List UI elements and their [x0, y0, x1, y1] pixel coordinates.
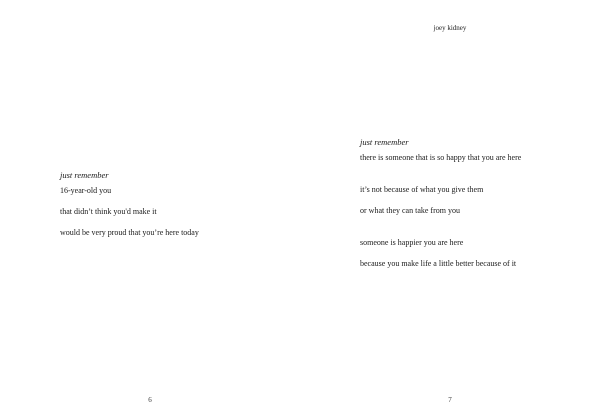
poem-line: there is someone that is so happy that you are here: [360, 153, 522, 162]
running-head-author: joey kidney: [433, 24, 467, 32]
stanza-break: [360, 227, 521, 238]
left-page-number: 6: [148, 396, 152, 404]
stanza-break: [360, 174, 521, 185]
poem-line: it’s not because of what you give them: [360, 185, 484, 194]
poem-line: because you make life a little better because of it: [360, 259, 517, 268]
left-poem: [60, 170, 199, 249]
poem-line: or what they can take from you: [360, 206, 460, 215]
right-page-number: 7: [448, 396, 452, 404]
poem-line: would be very proud that you’re here today: [60, 228, 199, 237]
poem-line: that didn’t think you'd make it: [60, 207, 157, 216]
poem-line: 16-year-old you: [60, 186, 112, 195]
right-poem: [360, 137, 521, 280]
poem-line: someone is happier you are here: [360, 238, 464, 247]
right-page: [300, 0, 600, 420]
right-poem-title: just remember: [360, 137, 409, 147]
left-poem-title: just remember: [60, 170, 109, 180]
